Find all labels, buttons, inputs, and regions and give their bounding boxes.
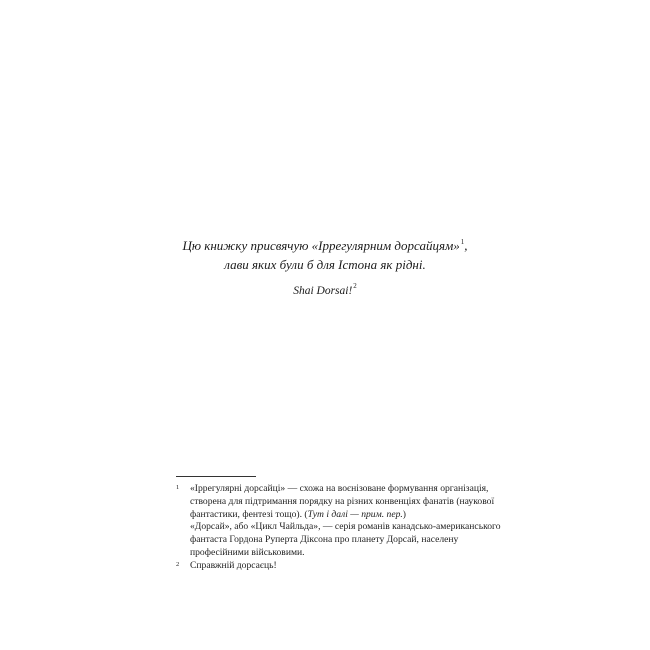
footnote-divider: [176, 476, 256, 477]
footnote-1: [176, 483, 506, 560]
footnote-ref-1: 1: [460, 238, 465, 246]
footnotes: [176, 483, 506, 573]
motto: [110, 283, 540, 299]
motto-text: Shai Dorsai!: [293, 285, 353, 297]
dedication: [110, 236, 540, 274]
footnote-1-text: «Іррегулярні дорсайці» — схожа на воєнізоване формування організація, створена для підтримання порядку на різних конвенціях фанатів (наукової фантастики, фентезі тощо). (: [190, 483, 495, 520]
footnote-ref-2: 2: [353, 282, 357, 290]
dedication-comma: ,: [464, 238, 468, 253]
dedication-text-1: Цю книжку присвячую «Іррегулярним дорсайцям»: [182, 238, 460, 253]
dedication-line-1: [110, 236, 540, 255]
footnote-1-close: ): [402, 508, 406, 520]
footnote-2-text: Справжній дорсаєць!: [190, 559, 277, 571]
footnote-2: [176, 560, 506, 573]
footnote-1-continuation: «Дорсай», або «Цикл Чайльда», — серія романів канадсько-американського фантаста Гордона Руперта Діксона про планету Дорсай, населену професійними військовими.: [190, 521, 501, 558]
footnote-number: 1: [176, 484, 180, 491]
book-page: [110, 0, 540, 650]
footnote-number: 2: [176, 560, 180, 568]
footnote-text: [190, 483, 506, 521]
dedication-line-2: лави яких були б для Істона як рідні.: [224, 257, 426, 272]
translator-note: Тут і далі — прим. пер.: [307, 508, 403, 520]
